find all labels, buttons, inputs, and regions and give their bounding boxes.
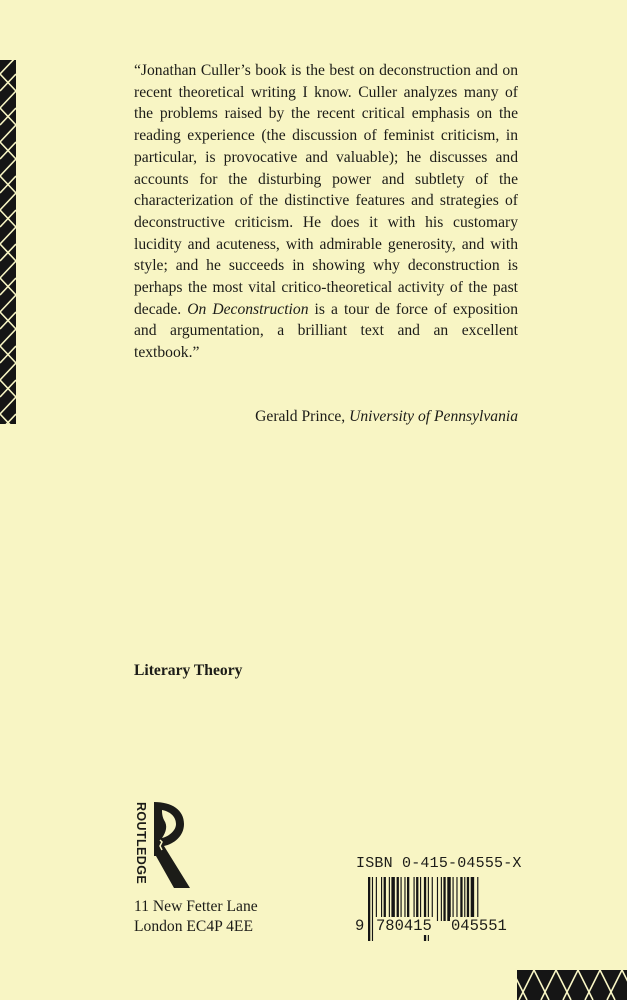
quote-attribution [134, 408, 518, 426]
address-line-2: London EC4P 4EE [134, 918, 253, 935]
barcode-digits-right: 045551 [451, 917, 507, 935]
publisher-logo-text: ROUTLEDGE [134, 802, 148, 885]
address-line-1: 11 New Fetter Lane [134, 898, 258, 915]
barcode-digits-left: 780415 [376, 917, 432, 935]
attribution-affiliation: University of Pennsylvania [349, 408, 518, 425]
quote-text-part1: “Jonathan Culler’s book is the best on deconstruction and on recent theoretical writing I know. Culler analyzes many of the problems raised by the recent critical emphasis on the reading experience (the discussion of feminist criticism, in particular, is provocative and valuable); he discusses and accounts for the disturbing power and subtlety of the characterization of the distinctive features and strategies of deconstructive criticism. He does it with his customary lucidity and acuteness, with admirable generosity, and with style; and he succeeds in showing why deconstruction is perhaps the most vital critico-theoretical activity of the past decade. [134, 62, 518, 318]
attribution-name: Gerald Prince, [255, 408, 350, 425]
decorative-side-band [0, 60, 16, 424]
barcode-digits [354, 917, 524, 941]
endorsement-quote [134, 60, 518, 364]
isbn-label: ISBN 0-415-04555-X [356, 855, 522, 872]
routledge-logo-icon [132, 800, 202, 890]
decorative-corner-band [517, 970, 627, 1000]
quote-book-title: On Deconstruction [187, 300, 309, 318]
publisher-address [134, 897, 258, 937]
quote-text-part2: is a tour de force of exposition and argumentation, a brilliant text and an excellent textbook.” [134, 300, 519, 362]
series-label: Literary Theory [134, 662, 243, 679]
barcode-digit-first: 9 [355, 917, 365, 935]
